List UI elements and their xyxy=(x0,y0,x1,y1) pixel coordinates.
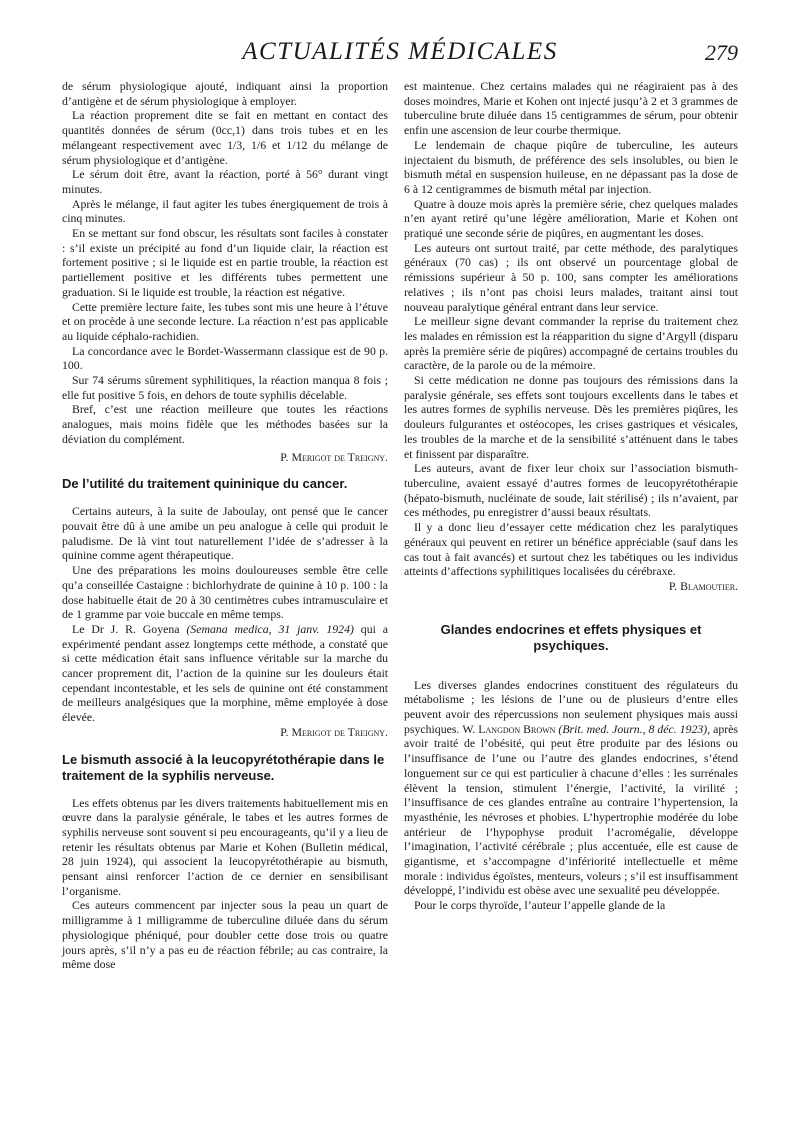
paragraph-goyena xyxy=(62,622,388,725)
paragraph: Une des préparations les moins douloureuses semble être celle qu’a conseillée Castaigne : bichlorhydrate de quinine à 10 p. 100 : la dose habituelle était de 20 à 30 centimètres cubes intramusculaire et de 1 gramme par voie buccale en même temps. xyxy=(62,563,388,622)
paragraph: La concordance avec le Bordet-Wassermann classique est de 90 p. 100. xyxy=(62,343,388,373)
citation: (Brit. med. Journ., 8 déc. 1923), xyxy=(555,721,711,736)
paragraph-text: après avoir traité de l’obésité, qui peut être produite par des lésions ou l’insuffisance de l’une ou l’autre des glandes endocrines, s’étend longuement sur ce qui est particulier à chacune d’elles : les surrénales élèvent la tension, stimulent l’énergie, l’activité, la virilité ; l’insuffisance de ces glandes entraîne au contraire l’hypertension, la myasthénie, les névroses et phobies. L’hypertrophie modérée du lobe antérieur de l’hypophyse produit l’acromégalie, développe l’imagination, l’activité cérébrale ; plus accentuée, elle est cause de gigantisme, et s’accompagne d’infériorité intellectuelle et même morale : individus égoïstes, menteurs, voleurs ; s’il est insuffisamment développé, l’individu est obèse avec une sexualité peu développée. xyxy=(404,721,739,898)
paragraph: de sérum physiologique ajouté, indiquant ainsi la proportion d’antigène et de sérum physiologique à employer. xyxy=(62,79,388,108)
paragraph: est maintenue. Chez certains malades qui ne réagiraient pas à des doses moindres, Marie et Kohen ont injecté jusqu’à 2 et 3 grammes de tuberculine brute diluée dans 15 centigrammes de sérum, pour obtenir enfin une ascension de leur courbe thermique. xyxy=(404,79,738,138)
paragraph: Si cette médication ne donne pas toujours des rémissions dans la paralysie générale, ses effets sont toujours excellents dans le tabes et les autres formes de syphilis nerveuse. Dès les premières piqûres, les douleurs fulgurantes et ostéocopes, les crises gastriques et vésicales, les troubles de la marche et de la sensibilité s’atténuent dans le tabes et finissent par disparaître. xyxy=(404,373,738,461)
section-title: Le bismuth associé à la leucopyrétothérapie dans le traitement de la syphilis nerveuse. xyxy=(62,751,385,783)
page-number: 279 xyxy=(705,40,738,65)
author-name: W. Langdon Brown xyxy=(462,721,556,736)
paragraph: Il y a donc lieu d’essayer cette médication chez les paralytiques généraux qui peuvent en retirer un bénéfice appréciable (sauf dans les cas tout à fait avancés) et surtout chez les tabétiques ou les individus atteints d’affections syphilitiques localisées du cérébraxe. xyxy=(404,520,738,579)
paragraph: Le sérum doit être, avant la réaction, porté à 56° durant vingt minutes. xyxy=(62,167,388,196)
paragraph: Les auteurs, avant de fixer leur choix sur l’association bismuth-tuberculine, avaient essayé d’autres formes de leucopyrétothérapie (hépato-bismuth, nucléinate de soude, lait stérilisé) ; ils n’avaient, par ces méthodes, pu enregistrer d’aussi beaux résultats. xyxy=(404,461,738,520)
paragraph: Ces auteurs commencent par injecter sous la peau un quart de milligramme à 1 milligramme de tuberculine diluée dans du sérum physiologique phéniqué, pour doubler cette dose trois ou quatre jours après, s’il n’y a pas eu de réaction fébrile; au cas contraire, la même dose xyxy=(62,898,388,972)
paragraph: Cette première lecture faite, les tubes sont mis une heure à l’étuve et on procède à une seconde lecture. La réaction n’est pas applicable au liquide céphalo-rachidien. xyxy=(62,299,388,343)
paragraph: Après le mélange, il faut agiter les tubes énergiquement de trois à cinq minutes. xyxy=(62,196,388,226)
paragraph: En se mettant sur fond obscur, les résultats sont faciles à constater : s’il existe un précipité au fond d’un liquide clair, la réaction est fortement positive ; si le liquide est en partie trouble, la réaction est partiellement positive et les différents tubes permettent une graduation. Si le liquide est trouble, la réaction est négative. xyxy=(62,226,388,299)
section-title: Glandes endocrines et effets physiques et psychiques. xyxy=(440,621,702,653)
section-title: De l’utilité du traitement quininique du cancer. xyxy=(62,476,348,492)
signature: P. Blamoutier. xyxy=(668,578,738,593)
citation: (Semana medica, 31 janv. 1924) xyxy=(186,621,354,636)
paragraph: Le meilleur signe devant commander la reprise du traitement chez les malades en rémission est la réapparition du signe d’Argyll (disparu après la première série de piqûres) accompagné de certains troubles du caractère, de la parole ou de la mémoire. xyxy=(404,314,738,373)
signature: P. Merigot de Treigny. xyxy=(280,724,388,739)
signature: P. Merigot de Treigny. xyxy=(280,449,388,464)
paragraph: Certains auteurs, à la suite de Jaboulay, ont pensé que le cancer pouvait être dû à une amibe un peu analogue à celle qui produit le paludisme. De là vint tout naturellement l’idée de s’adresser à la quinine comme agent thérapeutique. xyxy=(62,504,388,563)
paragraph-endocrine xyxy=(404,678,738,899)
right-column xyxy=(404,79,738,913)
page-header xyxy=(62,38,738,72)
paragraph-text: qui a expérimenté pendant assez longtemps cette méthode, a constaté que si cette médication était sans influence véritable sur la marche du cancer proprement dit, l’action de la quinine sur les douleurs était cependant incontestable, et les sels de quinine ont été constamment de meilleurs analgésiques que la morphine, même employée à dose élevée. xyxy=(62,621,389,725)
paragraph: Le lendemain de chaque piqûre de tuberculine, les auteurs injectaient du bismuth, de préférence des sels insolubles, ou bien le bismuth métal en suspension huileuse, en ne dépassant pas la dose de 6 à 12 centigrammes de bismuth métal par injection. xyxy=(404,137,738,196)
left-column xyxy=(62,79,388,972)
author-name: Le Dr J. R. Goyena xyxy=(72,621,180,636)
paragraph: La réaction proprement dite se fait en mettant en contact des quantités données de sérum (0cc,1) dans trois tubes et en les mélangeant respectivement avec 1/3, 1/6 et 1/12 du mélange de sérum physiologique et d’antigène. xyxy=(62,108,388,167)
paragraph: Les auteurs ont surtout traité, par cette méthode, des paralytiques généraux (70 cas) ; ils ont observé un pourcentage global de rémissions supérieur à 50 p. 100, sans compter les améliorations relatives ; ils n’ont pas choisi leurs malades, traitant ainsi tout nouveau paralytique général entrant dans leur service. xyxy=(404,240,738,314)
paragraph: Bref, c’est une réaction meilleure que toutes les réactions analogues, mais moins fidèle que les méthodes basées sur la déviation du complément. xyxy=(62,402,388,446)
paragraph: Pour le corps thyroïde, l’auteur l’appelle glande de la xyxy=(414,898,666,913)
paragraph: Les effets obtenus par les divers traitements habituellement mis en œuvre dans la paralysie générale, le tabes et les autres formes de syphilis nerveuse sont souvent si peu encourageants, qu’il y a lieu de retenir les résultats obtenus par Marie et Kohen (Bulletin médical, 28 juin 1924), qui associent la leucopyrétothérapie au bismuth, pensant ainsi renforcer l’action de ce dernier en sensibilisant l’organisme. xyxy=(62,795,388,898)
paragraph: Sur 74 sérums sûrement syphilitiques, la réaction manqua 8 fois ; elle fut positive 5 fois, en dehors de toute syphilis décelable. xyxy=(62,373,388,402)
paragraph-text: Les diverses glandes endocrines constituent des régulateurs du métabolisme ; les lésions de l’une ou de plusieurs d’entre elles peuvent avoir des répercussions non seulement physiques mais aussi psychiques. xyxy=(404,677,738,736)
paragraph: Quatre à douze mois après la première série, chez quelques malades n’en ayant retiré qu’une légère amélioration, Marie et Kohen ont pratiqué une seconde série de piqûres, en augmentant les doses. xyxy=(404,196,738,241)
running-title: ACTUALITÉS MÉDICALES xyxy=(242,38,558,65)
